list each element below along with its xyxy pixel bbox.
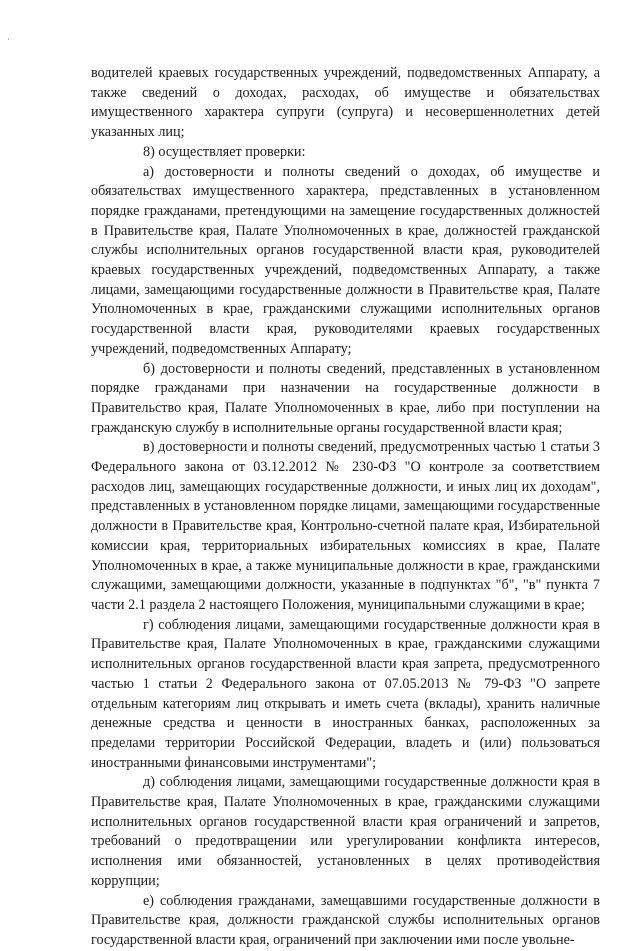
document-body xyxy=(91,64,600,951)
scan-artifact xyxy=(8,38,9,40)
paragraph-continuation: водителей краевых государственных учреждений, подведомственных Аппарату, а также сведений о доходах, расходах, об имуществе и обязательствах имущественного характера супруги (супруга) и несовершеннолетних детей указанных лиц; xyxy=(91,65,600,141)
paragraph-subitem-d: д) соблюдения лицами, замещающими государственные должности края в Правительстве края, Палате Уполномоченных в крае, гражданскими служащими исполнительных органов государственной власти края ограничений и запретов, требований о предотвращении или урегулировании конфликта интересов, исполнения ими обязанностей, установленных в целях противодействия коррупции; xyxy=(91,774,600,889)
paragraph-item-8: 8) осуществляет проверки: xyxy=(143,143,306,160)
paragraph-subitem-g: г) соблюдения лицами, замещающими государственные должности края в Правительстве края, Палате Уполномоченных в крае, гражданскими служащими исполнительных органов государственной власти края запрета, предусмотренного частью 1 статьи 2 Федерального закона от 07.05.2013 № 79-ФЗ "О запрете отдельным категориям лиц открывать и иметь счета (вклады), хранить наличные денежные средства и ценности в иностранных банках, расположенных за пределами территории Российской Федерации, владеть и (или) пользоваться иностранными финансовыми инструментами"; xyxy=(91,616,600,771)
paragraph-subitem-v: в) достоверности и полноты сведений, предусмотренных частью 1 статьи 3 Федерального закона от 03.12.2012 № 230-ФЗ "О контроле за соответствием расходов лиц, замещающих государственные должности, и иных лиц их доходам", представленных в установленном порядке лицами, замещающими государственные должности в Правительстве края, Контрольно-счетной палате края, Избирательной комиссии края, территориальных избирательных комиссиях в крае, Палате Уполномоченных в крае, а также муниципальные должности в крае, гражданскими служащими, замещающими должности, указанные в подпунктах "б", "в" пункта 7 части 2.1 раздела 2 настоящего Положения, муниципальными служащими в крае; xyxy=(91,439,600,613)
paragraph-subitem-b: б) достоверности и полноты сведений, представленных в установленном порядке гражданами при назначении на государственные должности в Правительство края, Палате Уполномоченных в крае, либо при поступлении на гражданскую службу в исполнительные органы государственной власти края; xyxy=(91,360,600,436)
paragraph-subitem-e: е) соблюдения гражданами, замещавшими государственные должности в Правительстве края, должности гражданской службы исполнительных органов государственной власти края, ограничений при заключении ими после увольне- xyxy=(91,892,600,948)
paragraph-subitem-a: а) достоверности и полноты сведений о доходах, об имуществе и обязательствах имущественного характера, представленных в установленном порядке гражданами, претендующими на замещение государственных должностей в Правительстве края, Палате Уполномоченных в крае, должностей гражданской службы исполнительных органов государственной власти края, руководителей краевых государственных учреждений, подведомственных Аппарату, а также лицами, замещающими государственные должности в Правительстве края, Палате Уполномоченных в крае, гражданскими служащими исполнительных органов государственной власти края, руководителями краевых государственных учреждений, подведомственных Аппарату; xyxy=(91,163,600,357)
